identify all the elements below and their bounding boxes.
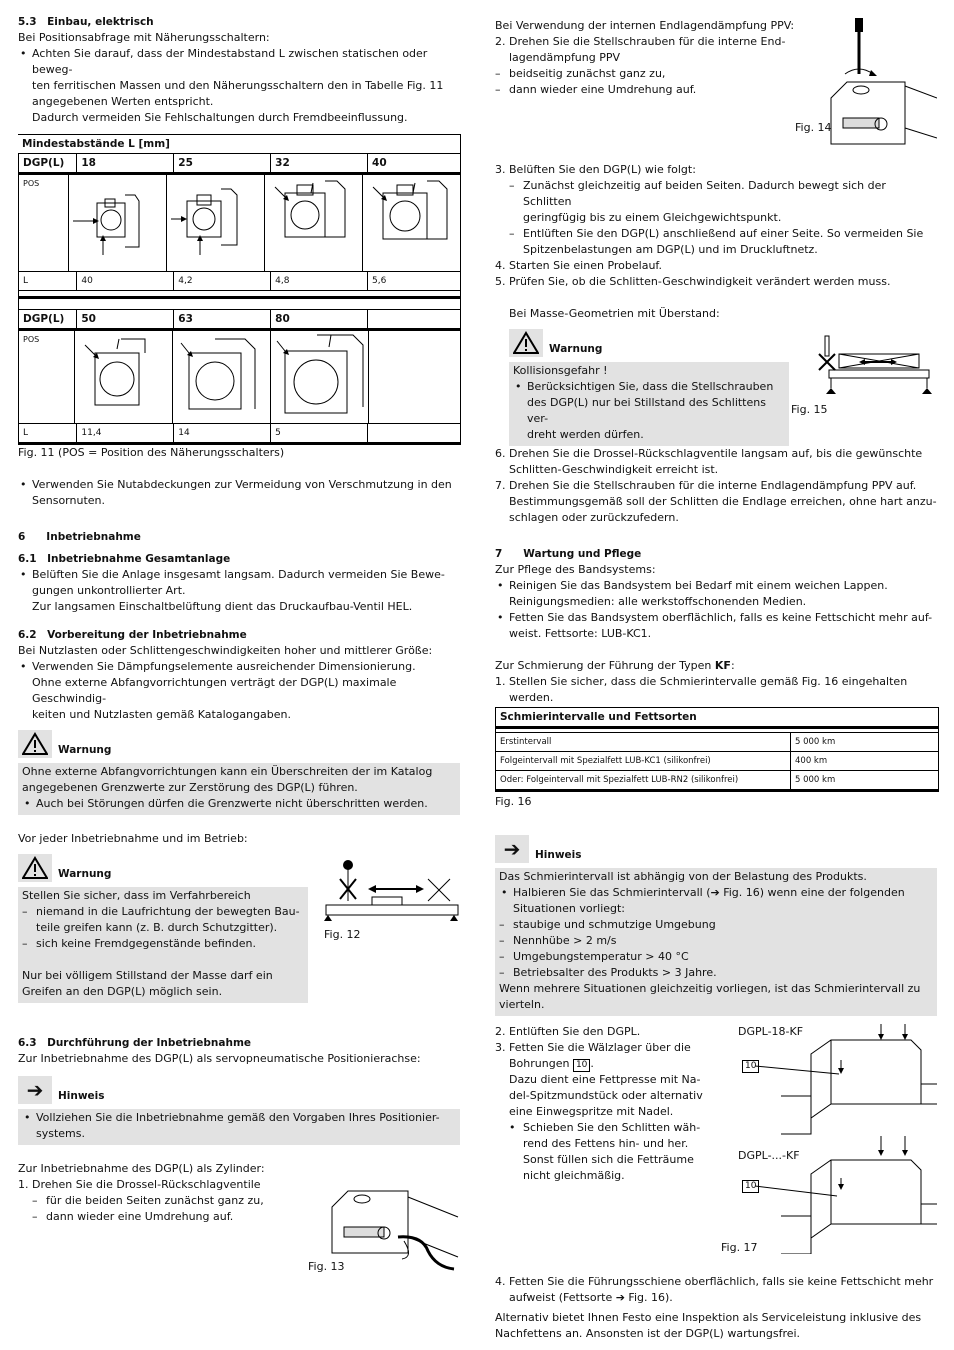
dash-item: – sich keine Fremdgegenstände befinden. <box>22 936 304 952</box>
figure-caption: Fig. 15 <box>791 403 828 416</box>
lubrication-table <box>495 707 939 792</box>
figure-caption: Fig. 13 <box>308 1260 345 1273</box>
value-cell: 40 <box>77 272 174 290</box>
sensor-position-drawing <box>363 175 460 271</box>
text-line: • Schieben Sie den Schlitten wäh- <box>523 1121 701 1134</box>
step-number: 4. <box>495 259 506 272</box>
text-line: nicht gleichmäßig. <box>523 1169 625 1182</box>
step-number: 3. <box>495 163 506 176</box>
figure-caption: Fig. 16 <box>495 795 532 808</box>
table-header-row <box>18 310 460 331</box>
bullet-item <box>18 659 460 723</box>
text-line: Kollisionsgefahr ! <box>513 364 608 377</box>
section-heading-6-3: 6.3 Durchführung der Inbetriebnahme <box>18 1037 252 1049</box>
reference-marker: 10 <box>742 1180 759 1193</box>
text-line: Sensornuten. <box>32 494 106 507</box>
numbered-item <box>495 162 937 178</box>
value-cell: 11,4 <box>77 424 174 442</box>
text-line: Nachfettens an. Ansonsten ist der DGP(L) wartungsfrei. <box>495 1327 801 1340</box>
sensor-position-drawing <box>75 331 173 423</box>
figure-caption: Fig. 12 <box>324 928 361 941</box>
row-label: POS <box>18 331 75 423</box>
empty-cell <box>369 331 460 423</box>
size-cell: 50 <box>77 310 174 328</box>
dash-item <box>22 904 304 936</box>
text-line: • Belüften Sie die Anlage insgesamt langsam. Dadurch vermeiden Sie Bewe- <box>32 568 445 581</box>
row-label: DGP(L) <box>18 310 77 328</box>
size-cell: 18 <box>77 154 174 172</box>
bullet-item <box>18 477 460 509</box>
text-line: Reinigungsmedien: alle werkstoffschonenden Medien. <box>509 595 807 608</box>
step-number: 7. <box>495 479 506 492</box>
bullet-item <box>22 1110 456 1142</box>
text-line: rend des Fettens hin- und her. <box>523 1137 689 1150</box>
text-line: • Berücksichtigen Sie, dass die Stellschrauben <box>527 380 774 393</box>
text-line: vierteln. <box>499 998 545 1011</box>
table-cell: 5 000 km <box>795 775 836 785</box>
text-span-bold: KF <box>714 659 731 672</box>
bullet-item <box>18 567 460 615</box>
warning-box <box>18 887 308 1003</box>
text-line: Stellen Sie sicher, dass die Schmierintervalle gemäß Fig. 16 eingehalten werden. <box>509 675 908 704</box>
text-line: dreht werden dürfen. <box>527 428 644 441</box>
sensor-position-drawing <box>167 175 265 271</box>
numbered-item <box>495 674 937 706</box>
text-line: Ohne externe Abfangvorrichtungen kann ein Überschreiten der im Katalog <box>22 765 433 778</box>
text-line: weist. Fettsorte: LUB-KC1. <box>509 627 652 640</box>
warning-header <box>509 328 789 358</box>
text-line: systems. <box>36 1127 85 1140</box>
warning-label: Warnung <box>58 744 112 756</box>
dash-item: – Betriebsalter des Produkts > 3 Jahre. <box>499 965 933 981</box>
text-line: Situationen vorliegt: <box>513 902 626 915</box>
table-cell: 5 000 km <box>795 737 836 747</box>
warning-icon <box>18 730 52 758</box>
numbered-item <box>495 274 937 290</box>
numbered-item <box>495 1274 937 1306</box>
paragraph: Zur Inbetriebnahme des DGP(L) als Zylinder: <box>18 1162 265 1175</box>
warning-icon <box>18 854 52 882</box>
reference-marker: 10 <box>573 1059 590 1072</box>
figure-15 <box>791 330 937 418</box>
numbered-item <box>495 34 799 66</box>
axis-collision-drawing <box>324 857 460 925</box>
left-column <box>18 14 460 1297</box>
text-line: Bestimmungsgemäß soll der Schlitten die Endlage erreichen, ohne hart anzu- <box>509 495 937 508</box>
value-cell <box>368 424 460 442</box>
hint-label: Hinweis <box>58 1090 105 1102</box>
step-number: 5. <box>495 275 506 288</box>
table-title: Schmierintervalle und Fettsorten <box>496 707 938 729</box>
figure-label: DGPL-18-KF <box>738 1025 804 1038</box>
text-line: – niemand in die Laufrichtung der bewegten Bau- <box>36 905 300 918</box>
text-line: Dadurch vermeiden Sie Fehlschaltungen durch Fremdbeeinflussung. <box>32 111 408 124</box>
hint-box <box>18 1109 460 1145</box>
text-span: : <box>730 659 735 672</box>
step-number: 2. <box>495 1025 506 1038</box>
step-number: 1. <box>18 1178 29 1191</box>
text-line: – Zunächst gleichzeitig auf beiden Seiten. Dadurch bewegt sich der Schlitten <box>523 179 886 208</box>
text-line: Drehen Sie die Stellschrauben für die interne Endlagendämpfung PPV auf. <box>509 479 917 492</box>
section-heading-6-1: 6.1 Inbetriebnahme Gesamtanlage <box>18 553 231 565</box>
table-divider <box>18 291 460 299</box>
right-column <box>495 18 937 1342</box>
text-line: • Vollziehen Sie die Inbetriebnahme gemäß den Vorgaben Ihres Positionier- <box>36 1111 440 1124</box>
guide-rail-drawing <box>721 1024 937 1254</box>
step-number: 6. <box>495 447 506 460</box>
text-line: Schlitten-Geschwindigkeit erreicht ist. <box>509 463 719 476</box>
text-line: Drehen Sie die Drossel-Rückschlagventile <box>32 1178 261 1191</box>
warning-label: Warnung <box>58 868 112 880</box>
hint-label: Hinweis <box>535 849 582 861</box>
dash-item: – dann wieder eine Umdrehung auf. <box>495 82 937 98</box>
min-distance-table <box>18 134 461 445</box>
text-line <box>509 1056 729 1072</box>
warning-box <box>509 362 789 446</box>
text-line: angegebenen Werten entspricht. <box>32 95 214 108</box>
dash-item <box>495 178 937 226</box>
paragraph: Bei Positionsabfrage mit Näherungsschaltern: <box>18 31 270 44</box>
numbered-item <box>495 1040 729 1120</box>
paragraph: Zur Inbetriebnahme des DGP(L) als servopneumatische Positionierachse: <box>18 1052 421 1065</box>
table-row <box>496 752 938 771</box>
table-row <box>496 771 938 792</box>
text-line: Das Schmierintervall ist abhängig von der Belastung des Produkts. <box>499 870 867 883</box>
arrow-right-icon: ➔ <box>495 835 529 863</box>
text-line: • Verwenden Sie Nutabdeckungen zur Vermeidung von Verschmutzung in den <box>32 478 452 491</box>
figure-14 <box>795 18 937 148</box>
numbered-item <box>495 478 937 526</box>
text-line: • Halbieren Sie das Schmierintervall (➔ Fig. 16) wenn eine der folgenden <box>513 886 905 899</box>
bullet-item: • Auch bei Störungen dürfen die Grenzwerte nicht überschritten werden. <box>22 796 456 812</box>
text-line: angegebenen Grenzwerte zur Zerstörung des DGP(L) führen. <box>22 781 358 794</box>
text-line: keiten und Nutzlasten gemäß Katalogangaben. <box>32 708 292 721</box>
table-cell: 400 km <box>795 756 828 766</box>
bullet-item <box>18 46 460 126</box>
warning-header <box>18 729 460 759</box>
table-top-block <box>18 154 460 291</box>
warning-header <box>18 853 308 883</box>
dash-item: – für die beiden Seiten zunächst ganz zu, <box>18 1193 460 1209</box>
sensor-position-drawing <box>69 175 167 271</box>
section-heading-6: 6 Inbetriebnahme <box>18 531 141 543</box>
row-label: POS <box>18 175 69 271</box>
text-span: Zur Schmierung der Führung der Typen <box>495 659 715 672</box>
text-line: Wenn mehrere Situationen gleichzeitig vorliegen, ist das Schmierintervall zu <box>499 982 921 995</box>
bullet-item <box>513 379 785 443</box>
text-line: Prüfen Sie, ob die Schlitten-Geschwindigkeit verändert werden muss. <box>509 275 891 288</box>
text-line: Sonst füllen sich die Fetträume <box>523 1153 694 1166</box>
figure-caption: Fig. 11 (POS = Position des Näherungsschalters) <box>18 446 285 459</box>
value-cell: 4,2 <box>174 272 271 290</box>
text-line: Dazu dient eine Fettpresse mit Na- <box>509 1073 701 1086</box>
paragraph: Bei Nutzlasten oder Schlittengeschwindigkeiten hoher und mittlerer Größe: <box>18 644 433 657</box>
text-line: Drehen Sie die Drossel-Rückschlagventile langsam auf, bis die gewünschte <box>509 447 923 460</box>
dash-item: – Umgebungstemperatur > 40 °C <box>499 949 933 965</box>
table-bottom-block <box>18 310 460 445</box>
table-divider <box>18 299 460 310</box>
value-cell: 14 <box>174 424 271 442</box>
text-line: ten ferritischen Massen und den Näherungsschaltern den in Tabelle Fig. 11 <box>32 79 444 92</box>
table-l-row <box>18 272 460 291</box>
sensor-position-drawing <box>265 175 363 271</box>
paragraph: Zur Pflege des Bandsystems: <box>495 563 656 576</box>
text-line: Stellen Sie sicher, dass im Verfahrbereich <box>22 889 251 902</box>
value-cell: 4,8 <box>271 272 368 290</box>
text-line: Entlüften Sie den DGPL. <box>509 1025 641 1038</box>
text-line: Nur bei völligem Stillstand der Masse darf ein <box>22 969 273 982</box>
bullet-item <box>499 885 933 917</box>
text-line: Greifen an den DGP(L) möglich sein. <box>22 985 223 998</box>
mass-overhang-drawing <box>801 330 937 402</box>
text-line: • Reinigen Sie das Bandsystem bei Bedarf mit einem weichen Lappen. <box>509 579 888 592</box>
warning-label: Warnung <box>549 343 603 355</box>
table-row <box>496 733 938 752</box>
section-heading-7: 7 Wartung und Pflege <box>495 548 642 560</box>
size-cell <box>368 310 460 328</box>
figure-13 <box>308 1177 460 1275</box>
text-line: lagendämpfung PPV <box>509 51 621 64</box>
text-line: teile greifen kann (z. B. durch Schutzgitter). <box>36 921 278 934</box>
warning-box <box>18 763 460 815</box>
figure-label: DGPL-...-KF <box>738 1149 800 1162</box>
text-line: • Fetten Sie das Bandsystem oberflächlich, falls es keine Fettschicht mehr auf- <box>509 611 933 624</box>
paragraph: Bei Masse-Geometrien mit Überstand: <box>509 307 720 320</box>
kf-greasing-section <box>495 1024 937 1274</box>
step-number: 2. <box>495 35 506 48</box>
text-line: Spitzenbelastungen am DGP(L) und im Druckluftnetz. <box>523 243 818 256</box>
text-line: del-Spitzmundstück oder alternativ <box>509 1089 703 1102</box>
text-line: Ohne externe Abfangvorrichtungen verträgt der DGP(L) maximale Geschwindig- <box>32 676 397 705</box>
table-title: Mindestabstände L [mm] <box>18 134 460 154</box>
warning-block-3 <box>495 328 937 446</box>
paragraph: Vor jeder Inbetriebnahme und im Betrieb: <box>18 832 248 845</box>
dash-item: – Nennhübe > 2 m/s <box>499 933 933 949</box>
paragraph <box>495 658 937 674</box>
text-line: Alternativ bietet Ihnen Festo eine Inspektion als Serviceleistung inklusive des <box>495 1311 922 1324</box>
ppv-section <box>495 18 937 148</box>
value-cell: 5,6 <box>372 276 387 286</box>
hint-header <box>495 834 937 864</box>
cylinder-steps <box>18 1177 460 1297</box>
text-line: Belüften Sie den DGP(L) wie folgt: <box>509 163 696 176</box>
paragraph: Bei Verwendung der internen Endlagendämpfung PPV: <box>495 19 795 32</box>
row-label: L <box>18 272 77 290</box>
dash-item: – beidseitig zunächst ganz zu, <box>495 66 937 82</box>
text-line: geringfügig bis zu einem Gleichgewichtspunkt. <box>523 211 782 224</box>
figure-caption: Fig. 17 <box>721 1241 758 1254</box>
text-line: Fetten Sie die Führungsschiene oberflächlich, falls sie keine Fettschicht mehr <box>509 1275 934 1288</box>
table-pos-row <box>18 175 460 272</box>
hint-header <box>18 1075 460 1105</box>
step-number: 1. <box>495 675 506 688</box>
step-number: 3. <box>495 1041 506 1054</box>
table-cell: Erstintervall <box>496 733 791 751</box>
table-pos-row <box>18 331 460 424</box>
warning-block-2 <box>18 853 460 1023</box>
numbered-item <box>495 258 937 274</box>
warning-icon <box>509 329 543 357</box>
section-heading-5-3: 5.3 Einbau, elektrisch <box>18 16 154 28</box>
table-l-row <box>18 424 460 445</box>
size-cell: 80 <box>271 310 368 328</box>
text-line: eine Einwegspritze mit Nadel. <box>509 1105 674 1118</box>
sensor-position-drawing <box>173 331 271 423</box>
text-line: • Achten Sie darauf, dass der Mindestabstand L zwischen statischen oder beweg- <box>32 47 428 76</box>
table-cell: Oder: Folgeintervall mit Spezialfett LUB-RN2 (silikonfrei) <box>496 771 791 789</box>
text-line: des DGP(L) nur bei Stillstand des Schlittens ver- <box>527 396 766 425</box>
text-line: Drehen Sie die Stellschrauben für die interne End- <box>509 35 786 48</box>
text-line: Starten Sie einen Probelauf. <box>509 259 662 272</box>
row-label: DGP(L) <box>18 154 77 172</box>
reference-marker: 10 <box>742 1060 759 1073</box>
size-cell: 40 <box>372 157 387 169</box>
numbered-item <box>495 446 937 478</box>
row-label: L <box>18 424 77 442</box>
text-line: schlagen oder zurückzufedern. <box>509 511 679 524</box>
dash-item <box>495 226 937 258</box>
sensor-position-drawing <box>271 331 369 423</box>
size-cell: 25 <box>174 154 271 172</box>
figure-caption: Fig. 14 <box>795 121 832 134</box>
bullet-item <box>495 578 937 610</box>
text-line: aufweist (Fettsorte ➔ Fig. 16). <box>509 1291 673 1304</box>
bullet-item <box>495 1120 729 1184</box>
dash-item: – staubige und schmutzige Umgebung <box>499 917 933 933</box>
paragraph <box>495 1310 937 1342</box>
hint-box <box>495 868 937 1016</box>
figure-12 <box>324 857 460 943</box>
text-line: • Verwenden Sie Dämpfungselemente ausreichender Dimensionierung. <box>32 660 416 673</box>
text-line: Zur langsamen Einschaltbelüftung dient das Druckaufbau-Ventil HEL. <box>32 600 413 613</box>
arrow-right-icon: ➔ <box>18 1076 52 1104</box>
text-span: . <box>590 1057 594 1070</box>
text-line: Fetten Sie die Wälzlager über die <box>509 1041 691 1054</box>
figure-17 <box>721 1024 937 1270</box>
size-cell: 63 <box>174 310 271 328</box>
section-heading-6-2: 6.2 Vorbereitung der Inbetriebnahme <box>18 629 247 641</box>
value-cell: 5 <box>271 424 368 442</box>
table-cell: Folgeintervall mit Spezialfett LUB-KC1 (silikonfrei) <box>496 752 791 770</box>
text-line: – Entlüften Sie den DGP(L) anschließend auf einer Seite. So vermeiden Sie <box>523 227 924 240</box>
table-header-row <box>18 154 460 175</box>
text-line: gungen unkontrollierter Art. <box>32 584 186 597</box>
bullet-item <box>495 610 937 642</box>
step-number: 4. <box>495 1275 506 1288</box>
size-cell: 32 <box>271 154 368 172</box>
text-span: Bohrungen <box>509 1057 573 1070</box>
dash-item: – dann wieder eine Umdrehung auf. <box>18 1209 460 1225</box>
